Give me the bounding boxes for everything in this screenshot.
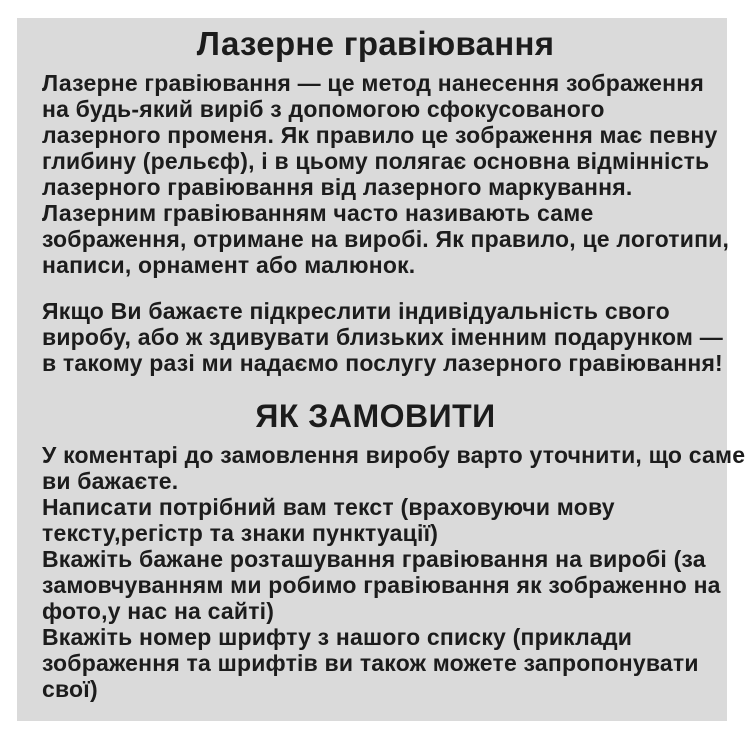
order-instructions xyxy=(42,442,746,702)
text-line: Якщо Ви бажаєте підкреслити індивідуальність свого xyxy=(42,298,670,324)
text-line: Лазерним гравіюванням часто називають саме xyxy=(42,200,594,226)
text-line: лазерного променя. Як правило це зображення має певну xyxy=(42,122,718,148)
offer-paragraph xyxy=(42,298,723,376)
text-line: на будь-який виріб з допомогою сфокусованого xyxy=(42,96,605,122)
how-to-order-title: ЯК ЗАМОВИТИ xyxy=(255,398,496,434)
text-line: ви бажаєте. xyxy=(42,468,179,494)
text-line: свої) xyxy=(42,676,98,702)
text-line: глибину (рельєф), і в цьому полягає основна відмінність xyxy=(42,148,710,174)
text-line: зображення, отримане на виробі. Як правило, це логотипи, xyxy=(42,226,730,252)
text-line: замовчуванням ми робимо гравіювання як зображенно на xyxy=(42,572,721,598)
text-line: фото,у нас на сайті) xyxy=(42,598,275,624)
text-line: зображення та шрифтів ви також можете запропонувати xyxy=(42,650,699,676)
intro-paragraph xyxy=(42,70,730,278)
text-line: написи, орнамент або малюнок. xyxy=(42,252,416,278)
text-line: виробу, або ж здивувати близьких іменним подарунком — xyxy=(42,324,723,350)
text-line: тексту,регістр та знаки пунктуації) xyxy=(42,520,439,546)
text-line: Вкажіть номер шрифту з нашого списку (приклади xyxy=(42,624,633,650)
engraving-info-panel xyxy=(17,18,746,721)
text-line: лазерного гравіювання від лазерного маркування. xyxy=(42,174,633,200)
text-line: в такому разі ми надаємо послугу лазерного гравіювання! xyxy=(42,350,723,376)
paragraph-gap xyxy=(42,278,709,298)
text-line: Написати потрібний вам текст (враховуючи мову xyxy=(42,494,615,520)
text-line: У коментарі до замовлення виробу варто уточнити, що саме xyxy=(42,442,746,468)
page-title: Лазерне гравіювання xyxy=(196,25,555,62)
text-line: Лазерне гравіювання — це метод нанесення зображення xyxy=(42,70,704,96)
text-line: Вкажіть бажане розташування гравіювання на виробі (за xyxy=(42,546,706,572)
